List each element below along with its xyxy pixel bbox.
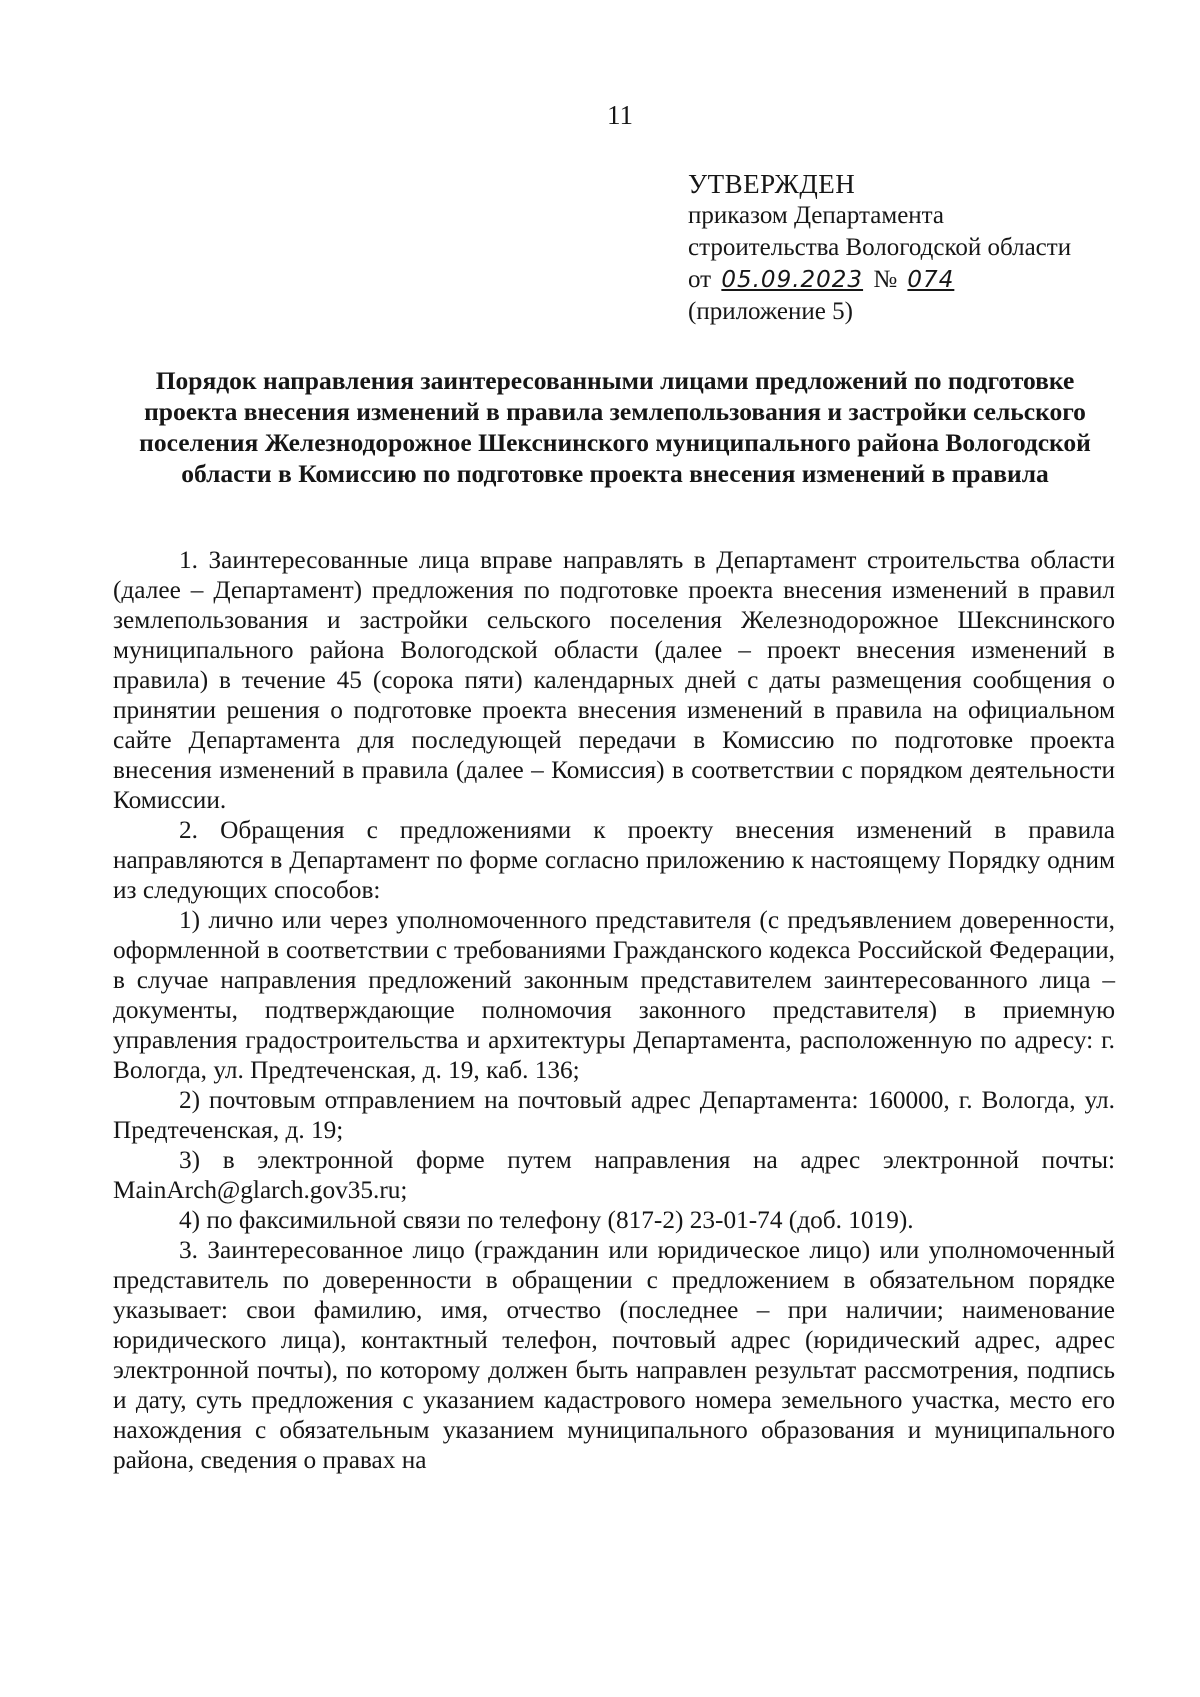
approval-title: УТВЕРЖДЕН <box>688 169 856 199</box>
subitem-3: 3) в электронной форме путем направления на адрес электронной почты: MainArch@glarch.gov35.ru; <box>113 1146 1115 1204</box>
handwritten-date: 05.09.2023 <box>721 267 864 293</box>
paragraph-2: 2. Обращения с предложениями к проекту внесения изменений в правила направляются в Департамент по форме согласно приложению к настоящему Порядку одним из следующих способов: <box>113 816 1115 904</box>
approval-block <box>688 168 1158 328</box>
number-prefix: № <box>873 266 898 293</box>
page-number: 11 <box>607 100 633 130</box>
approval-line-order: приказом Департамента <box>688 202 944 229</box>
date-prefix: от <box>688 266 712 293</box>
subitem-2: 2) почтовым отправлением на почтовый адрес Департамента: 160000, г. Вологда, ул. Предтеченская, д. 19; <box>113 1086 1115 1144</box>
document-body <box>113 545 1115 1475</box>
appendix-label: (приложение 5) <box>688 298 853 325</box>
approval-line-department: строительства Вологодской области <box>688 234 1072 261</box>
paragraph-1: 1. Заинтересованные лица вправе направлять в Департамент строительства области (далее – Департамент) предложения по подготовке проекта внесения изменений в правил землепользования и застройки сельского поселения Железнодорожное Шекснинского муниципального района Вологодской области (далее – проект внесения изменений в правила) в течение 45 (сорока пяти) календарных дней с даты размещения сообщения о принятии решения о подготовке проекта внесения изменений в правила на официальном сайте Департамента для последующей передачи в Комиссию по подготовке проекта внесения изменений в правила (далее – Комиссия) в соответствии с порядком деятельности Комиссии. <box>113 546 1115 814</box>
subitem-1: 1) лично или через уполномоченного представителя (с предъявлением доверенности, оформленной в соответствии с требованиями Гражданского кодекса Российской Федерации, в случае направления предложений законным представителем заинтересованного лица – документы, подтверждающие полномочия законного представителя) в приемную управления градостроительства и архитектуры Департамента, расположенную по адресу: г. Вологда, ул. Предтеченская, д. 19, каб. 136; <box>113 906 1115 1084</box>
handwritten-number: 074 <box>907 267 955 293</box>
approval-date-line <box>688 264 1158 296</box>
document-heading: Порядок направления заинтересованными лицами предложений по подготовке проекта внесения изменений в правила землепользования и застройки сельского поселения Железнодорожное Шекснинского муниципального района Вологодской области в Комиссию по подготовке проекта внесения изменений в правила <box>139 366 1091 488</box>
paragraph-3: 3. Заинтересованное лицо (гражданин или юридическое лицо) или уполномоченный представитель по доверенности в обращении с предложением в обязательном порядке указывает: свои фамилию, имя, отчество (последнее – при наличии; наименование юридического лица), контактный телефон, почтовый адрес (юридический адрес, адрес электронной почты), по которому должен быть направлен результат рассмотрения, подпись и дату, суть предложения с указанием кадастрового номера земельного участка, место его нахождения с обязательным указанием муниципального образования и муниципального района, сведения о правах на <box>113 1236 1115 1474</box>
subitem-4: 4) по факсимильной связи по телефону (817-2) 23-01-74 (доб. 1019). <box>179 1206 914 1234</box>
